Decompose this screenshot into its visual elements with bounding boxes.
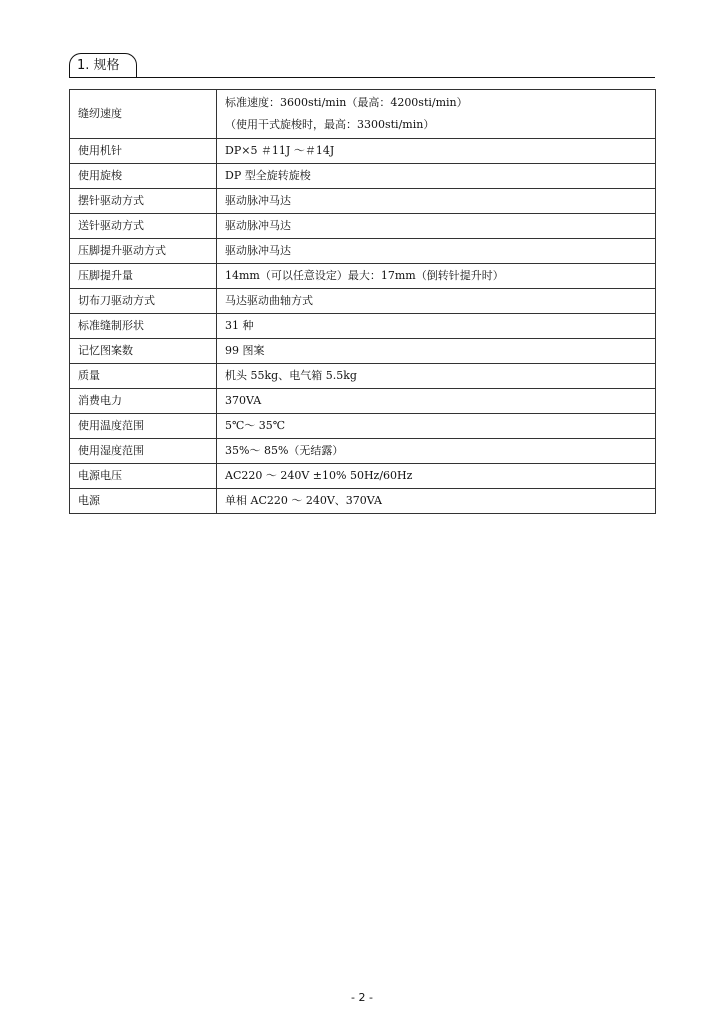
spec-value-cell — [217, 189, 656, 214]
spec-value-cell — [217, 364, 656, 389]
spec-value-cell — [217, 439, 656, 464]
table-row — [70, 414, 656, 439]
spec-value-cell — [217, 164, 656, 189]
spec-value: 驱动脉冲马达 — [225, 219, 291, 232]
spec-label: 记忆图案数 — [70, 339, 217, 364]
section-header — [69, 53, 655, 79]
spec-value-cell — [217, 90, 656, 139]
spec-label: 质量 — [70, 364, 217, 389]
spec-value-cell — [217, 464, 656, 489]
table-row — [70, 264, 656, 289]
table-row — [70, 314, 656, 339]
spec-label: 使用旋梭 — [70, 164, 217, 189]
spec-label: 压脚提升量 — [70, 264, 217, 289]
spec-label: 摆针驱动方式 — [70, 189, 217, 214]
spec-label: 送针驱动方式 — [70, 214, 217, 239]
table-row — [70, 489, 656, 514]
table-row — [70, 214, 656, 239]
spec-value-cell — [217, 489, 656, 514]
section-divider — [69, 77, 655, 78]
spec-value: AC220 ～ 240V ±10% 50Hz/60Hz — [225, 469, 413, 482]
spec-value: 31 种 — [225, 319, 254, 332]
spec-value: 马达驱动曲轴方式 — [225, 294, 313, 307]
table-row — [70, 189, 656, 214]
spec-value: 机头 55kg、电气箱 5.5kg — [225, 369, 357, 382]
spec-value: （使用干式旋梭时，最高：3300sti/min） — [225, 118, 435, 131]
spec-value-cell — [217, 414, 656, 439]
spec-label: 电源 — [70, 489, 217, 514]
spec-value: DP 型全旋转旋梭 — [225, 169, 311, 182]
table-row — [70, 389, 656, 414]
table-row — [70, 464, 656, 489]
spec-value: 370VA — [225, 394, 262, 407]
spec-value-cell — [217, 314, 656, 339]
table-row — [70, 289, 656, 314]
spec-label: 电源电压 — [70, 464, 217, 489]
table-row — [70, 164, 656, 189]
spec-value: 单相 AC220 ～ 240V、370VA — [225, 494, 382, 507]
table-row — [70, 364, 656, 389]
spec-table — [69, 89, 656, 514]
spec-label: 使用机针 — [70, 139, 217, 164]
spec-value: 驱动脉冲马达 — [225, 244, 291, 257]
spec-table-body — [70, 90, 656, 514]
table-row — [70, 239, 656, 264]
spec-value-cell — [217, 239, 656, 264]
spec-value: 14mm（可以任意设定）最大：17mm（倒转针提升时） — [225, 269, 504, 282]
table-row — [70, 339, 656, 364]
spec-value: 35%～ 85%（无结露） — [225, 444, 344, 457]
spec-value-cell — [217, 389, 656, 414]
table-row — [70, 139, 656, 164]
spec-value-cell — [217, 289, 656, 314]
table-row — [70, 439, 656, 464]
spec-value: 标准速度：3600sti/min（最高：4200sti/min） — [225, 96, 468, 109]
spec-label: 标准缝制形状 — [70, 314, 217, 339]
spec-value-cell — [217, 214, 656, 239]
spec-label: 使用湿度范围 — [70, 439, 217, 464]
spec-value-cell — [217, 264, 656, 289]
spec-value-cell — [217, 339, 656, 364]
spec-value: 5℃～ 35℃ — [225, 419, 286, 432]
table-row — [70, 90, 656, 139]
spec-label: 消费电力 — [70, 389, 217, 414]
section-title: 1. 规格 — [69, 53, 137, 77]
spec-value: DP×5 ＃11J ～＃14J — [225, 144, 335, 157]
spec-value-cell — [217, 139, 656, 164]
spec-label: 使用温度范围 — [70, 414, 217, 439]
spec-value: 驱动脉冲马达 — [225, 194, 291, 207]
spec-label: 压脚提升驱动方式 — [70, 239, 217, 264]
spec-label: 切布刀驱动方式 — [70, 289, 217, 314]
page-number: - 2 - — [351, 991, 373, 1004]
spec-label: 缝纫速度 — [70, 90, 217, 139]
spec-value: 99 图案 — [225, 344, 265, 357]
